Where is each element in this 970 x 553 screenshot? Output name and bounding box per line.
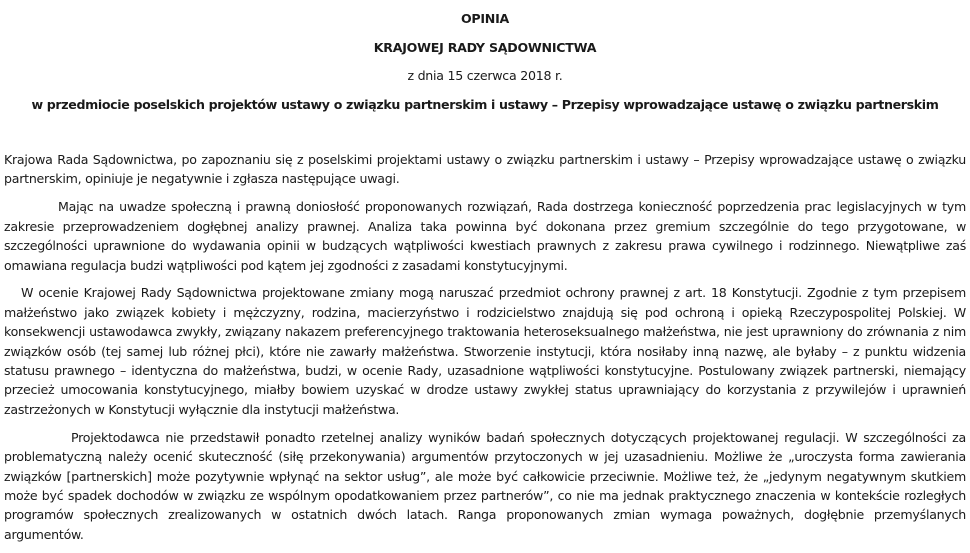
body-paragraph-analysis: Mając na uwadze społeczną i prawną doniosłość proponowanych rozwiązań, Rada dostrzega konieczność poprzedzenia prac legislacyjnych w tym zakresie przeprowadzeniem dogłębnej analizy prawnej. Analiza taka powinna być dokonana przez gremium szczególnie do tego przygotowane, w szczególności uprawnione do wydawania opinii w budzących wątpliwości kwestiach prawnych z zakresu prawa cywilnego i rodzinnego. Niewątpliwe zaś omawiana regulacja budzi wątpliwości pod kątem jej zgodności z zasadami konstytucyjnymi. [4,199,966,273]
body-paragraph-research: Projektodawca nie przedstawił ponadto rzetelnej analizy wyników badań społecznych dotyczących projektowanej regulacji. W szczególności za problematyczną należy ocenić skuteczność (siłę przekonywania) argumentów przytoczonych w jej uzasadnieniu. Możliwe że „uroczysta forma zawierania związków [partnerskich] może pozytywnie wpłynąć na sektor usług”, ale może być całkowicie przeciwnie. Możliwe też, że „jedynym negatywnym skutkiem może być spadek dochodów w związku ze wspólnym opodatkowaniem przez partnerów”, co nie ma jednak praktycznego znaczenia w kontekście rozległych programów społecznych zrealizowanych w ostatnich dwóch latach. Ranga proponowanych zmian wymaga poważnych, dogłębnie przemyślanych argumentów. [4,429,966,542]
document-body [4,150,966,553]
document-subject: w przedmiocie poselskich projektów ustawy o związku partnerskim i ustawy – Przepisy wprowadzające ustawę o związku partnerskim [31,97,939,112]
document-date: z dnia 15 czerwca 2018 r. [407,68,563,83]
document-title: OPINIA [460,11,510,26]
issuing-organization: KRAJOWEJ RADY SĄDOWNICTWA [373,40,597,55]
body-paragraph-intro: Krajowa Rada Sądownictwa, po zapoznaniu się z poselskimi projektami ustawy o związku partnerskim i ustawy – Przepisy wprowadzające ustawę o związku partnerskim, opiniuje je negatywnie i zgłasza następujące uwagi. [4,152,966,187]
body-paragraph-constitution: W ocenie Krajowej Rady Sądownictwa projektowane zmiany mogą naruszać przedmiot ochrony prawnej z art. 18 Konstytucji. Zgodnie z tym przepisem małżeństwo jako związek kobiety i mężczyzny, rodzina, macierzyństwo i rodzicielstwo znajdują się pod ochroną i opieką Rzeczypospolitej Polskiej. W konsekwencji ustawodawca zwykły, związany nakazem preferencyjnego traktowania heteroseksualnego małżeństwa, nie jest uprawniony do zrównania z nim związków osób (tej samej lub różnej płci), które nie zawarły małżeństwa. Stworzenie instytucji, która nosiłaby inną nazwę, ale byłaby – z punktu widzenia statusu prawnego – identyczna do małżeństwa, budzi, w ocenie Rady, uzasadnione wątpliwości konstytucyjne. Postulowany związek partnerski, niemający przecież umocowania konstytucyjnego, miałby bowiem uzyskać w drodze ustawy zwykłej status uprawniający do korzystania z przywilejów i uprawnień zastrzeżonych w Konstytucji wyłącznie dla instytucji małżeństwa. [4,285,966,417]
